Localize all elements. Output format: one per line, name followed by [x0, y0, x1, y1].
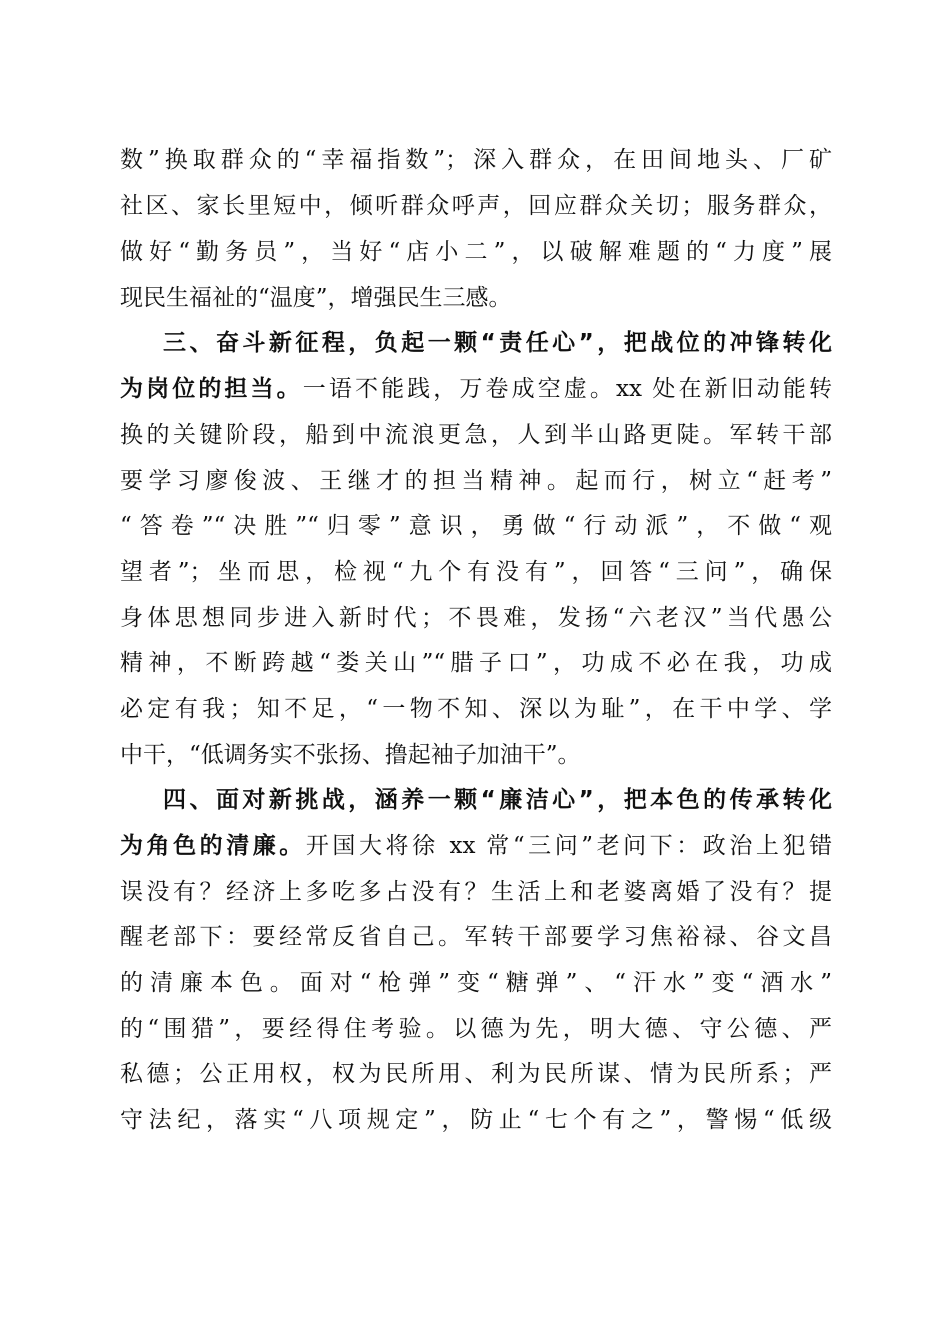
- body-text-line: 的清廉本色。面对“枪弹”变“糖弹”、“汗水”变“酒水”: [120, 970, 832, 996]
- body-text-line: [120, 826, 832, 866]
- section-three-text: 一语不能践，万卷成空虚。xx 处在新旧动能转: [302, 376, 833, 402]
- body-text-line: 的“围猎”，要经得住考验。以德为先，明大德、守公德、严: [120, 1016, 832, 1042]
- body-text-line: 要学习廖俊波、王继才的担当精神。起而行，树立“赶考”: [120, 468, 832, 494]
- section-three-heading-end: 为岗位的担当。: [120, 376, 303, 402]
- body-text-line: “答卷”“决胜”“归零”意识，勇做“行动派”，不做“观: [120, 513, 832, 539]
- body-text-line: 必定有我；知不足，“一物不知、深以为耻”，在干中学、学: [120, 696, 832, 722]
- body-text-line: 中干，“低调务实不张扬、撸起袖子加油干”。: [120, 742, 581, 768]
- body-text-line: [120, 369, 832, 409]
- section-three-heading-text: 三、奋斗新征程，负起一颗“责任心”，把战位的冲锋转化: [163, 330, 832, 356]
- body-text-line: 守法纪，落实“八项规定”，防止“七个有之”，警惕“低级: [120, 1107, 832, 1133]
- body-text-line: 醒老部下：要经常反省自己。军转干部要学习焦裕禄、谷文昌: [120, 924, 832, 950]
- body-text-line: 数”换取群众的“幸福指数”；深入群众，在田间地头、厂矿: [120, 147, 832, 173]
- body-text-line: 现民生福祉的“温度”，增强民生三感。: [120, 285, 512, 311]
- body-text-line: 精神，不断跨越“娄关山”“腊子口”，功成不必在我，功成: [120, 650, 832, 676]
- section-three-heading: [163, 323, 832, 363]
- body-text-line: 误没有？经济上多吃多占没有？生活上和老婆离婚了没有？提: [120, 879, 832, 905]
- body-text-line: 社区、家长里短中，倾听群众呼声，回应群众关切；服务群众，: [120, 193, 832, 219]
- body-text-line: 换的关键阶段，船到中流浪更急，人到半山路更陡。军转干部: [120, 422, 832, 448]
- section-four-heading-text: 四、面对新挑战，涵养一颗“廉洁心”，把本色的传承转化: [163, 787, 832, 813]
- section-four-text: 开国大将徐 xx 常“三问”老问下：政治上犯错: [305, 833, 832, 859]
- body-text-line: 望者”；坐而思，检视“九个有没有”，回答“三问”，确保: [120, 559, 832, 585]
- body-text-line: 身体思想同步进入新时代；不畏难，发扬“六老汉”当代愚公: [120, 605, 832, 631]
- section-four-heading-end: 为角色的清廉。: [120, 833, 306, 859]
- body-text-line: 私德；公正用权，权为民所用、利为民所谋、情为民所系；严: [120, 1061, 832, 1087]
- body-text-line: 做好“勤务员”，当好“店小二”，以破解难题的“力度”展: [120, 239, 832, 265]
- section-four-heading: [163, 780, 832, 820]
